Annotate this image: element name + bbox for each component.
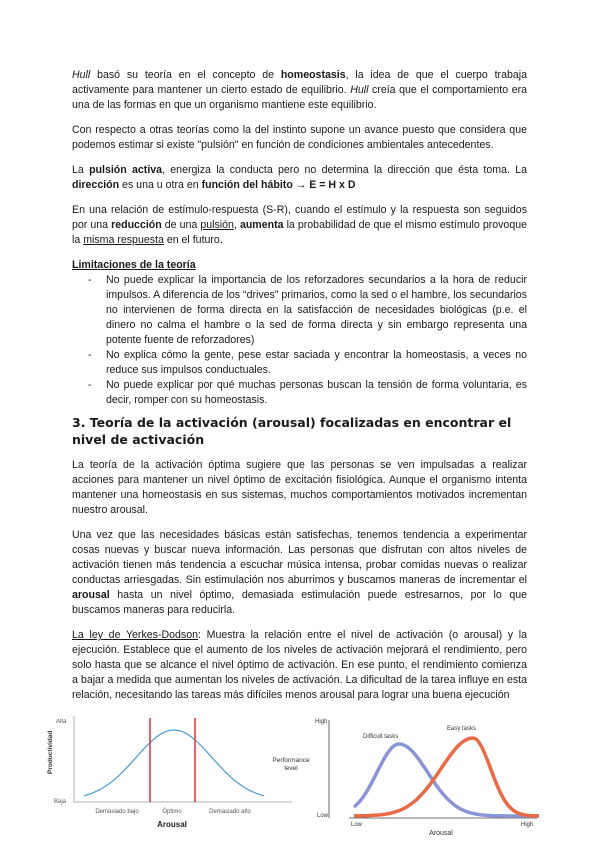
section-heading: 3. Teoría de la activación (arousal) focalizadas en encontrar el nivel de activación <box>72 415 512 447</box>
x-high-label: High <box>521 822 534 828</box>
paragraph-sr: En una relación de estímulo-respuesta (S-R), cuando el estímulo y la respuesta son seguidos por una reducción de una pulsión, aumenta la probabilidad de que el mismo estímulo provoque la misma respuesta en el futuro. <box>72 204 528 246</box>
paragraph-hull: Hull basó su teoría en el concepto de homeostasis, la idea de que el cuerpo trabaja activamente para mantener un cierto estado de equilibrio. Hull creía que el comportamiento era una de las formas en que un organismo mantiene este equilibrio. <box>72 69 527 111</box>
easy-tasks-curve <box>354 738 539 816</box>
limitations-heading: Limitaciones de la teoría <box>72 259 196 271</box>
y-axis-label: Productividad <box>47 730 54 774</box>
x-tick-high: Demasiado alto <box>209 809 251 815</box>
list-item: - No puede explicar la importancia de los reforzadores secundarios a la hora de reducir impulsos. A diferencia de los “drives” primarios, como la sed o el hambre, los secundarios no intervienen de forma directa en la satisfacción de necesidades biológicas (p.e. el dinero no calma el hambre o la sed de forma directa y sin embargo representa una potente fuente de reforzadores) <box>106 273 527 348</box>
easy-tasks-label: Easy tasks <box>447 726 477 732</box>
list-item: - No puede explicar por qué muchas personas buscan la tensión de forma voluntaria, es decir, romper con su homeostasis. <box>106 378 527 408</box>
y-axis-label-line2: level <box>284 765 298 772</box>
paragraph-yerkes-dodson: La ley de Yerkes-Dodson: Muestra la relación entre el nivel de activación (o arousal) y la ejecución. Establece que el aumento de los niveles de activación mejorará el rendimiento, pero solo hasta que se alcance el nivel óptimo de activación. En ese punto, el rendimiento comienza a bajar a medida que aumentan los niveles de activación. La dificultad de la tarea influye en esta relación, necesitando las tareas más difíciles menos arousal para lograr una buena ejecución <box>72 629 527 701</box>
x-axis-label: Arousal <box>429 830 453 836</box>
y-low-label: Baja <box>54 799 67 805</box>
x-tick-optimal: Óptimo <box>162 809 182 815</box>
list-item: - No explica cómo la gente, pese estar saciada y encontrar la homeostasis, a veces no reduce sus impulsos conductuales. <box>106 348 527 378</box>
name-hull: Hull <box>72 69 91 81</box>
paragraph-optimal: La teoría de la activación óptima sugiere que las personas se ven impulsadas a realizar acciones para mantener un nivel óptimo de excitación fisiológica. Aunque el organismo intenta mantener una homeostasis en sus sistemas, muchos comportamientos motivados incrementan nuestro arousal. <box>72 459 527 516</box>
paragraph-needs: Una vez que las necesidades básicas están satisfechas, tenemos tendencia a experimentar cosas nuevas y buscar nueva información. Las personas que disfrutan con altos niveles de activación tienen más tendencia a escuchar música intensa, probar comidas nuevas o realizar conductas arriesgadas. Sin estimulación nos aburrimos y buscamos maneras de incrementar el arousal hasta un nivel óptimo, demasiada estimulación puede estresarnos, por lo que buscamos maneras para reducirla. <box>72 529 527 616</box>
paragraph-instinct: Con respecto a otras teorías como la del instinto supone un avance puesto que considera que podemos estimar si existe "pulsión" en función de condiciones ambientales antecedentes. <box>72 124 527 151</box>
paragraph-drive: La pulsión activa, energiza la conducta pero no determina la dirección que ésta toma. La dirección es una u otra en función del hábito → E = H x D <box>72 164 527 191</box>
task-difficulty-figure <box>259 714 545 836</box>
formula: función del hábito → E = H x D <box>201 179 356 191</box>
difficult-tasks-curve <box>354 744 539 816</box>
bell-curve <box>84 730 264 796</box>
y-low-label: Low <box>317 813 329 819</box>
y-axis-label-line1: Performance <box>272 757 310 764</box>
difficult-tasks-label: Difficult tasks <box>363 734 399 740</box>
limitations-list <box>72 273 527 408</box>
x-tick-low: Demasiado bajo <box>95 809 139 815</box>
x-axis-label: Arousal <box>157 820 187 829</box>
x-low-label: Low <box>351 822 363 828</box>
y-high-label: High <box>315 719 328 725</box>
y-high-label: Alta <box>56 719 67 725</box>
term-homeostasis: homeostasis <box>280 69 346 81</box>
term-yerkes-dodson: La ley de Yerkes-Dodson <box>72 629 198 641</box>
document-body <box>72 68 527 713</box>
